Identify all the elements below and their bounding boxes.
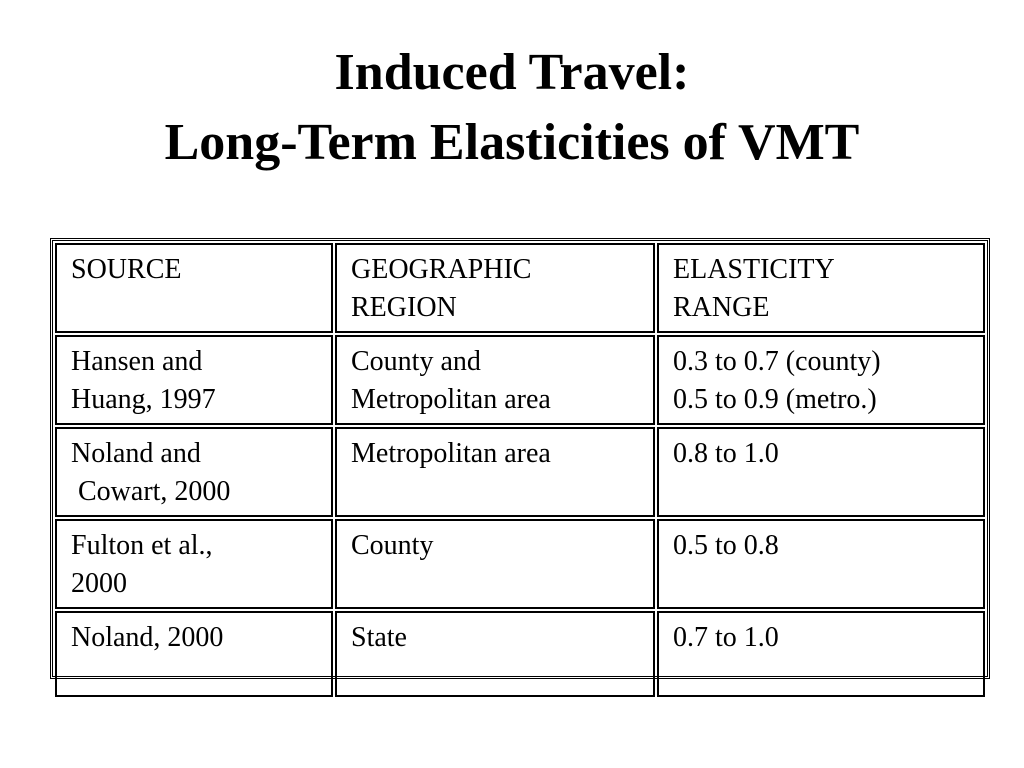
cell-line: Metropolitan area <box>351 438 551 469</box>
cell-elasticity <box>657 519 985 609</box>
cell-line: Noland and <box>71 438 201 469</box>
cell-line: 0.5 to 0.8 <box>673 530 779 561</box>
cell-source <box>55 611 333 697</box>
cell-elasticity <box>657 611 985 697</box>
cell-source <box>55 427 333 517</box>
cell-line: GEOGRAPHIC <box>351 254 532 285</box>
elasticity-table <box>53 241 987 699</box>
cell-region <box>335 335 655 425</box>
cell-line: 0.7 to 1.0 <box>673 622 779 653</box>
elasticity-table-frame <box>50 238 990 679</box>
table-row <box>55 335 985 425</box>
cell-line: Noland, 2000 <box>71 622 224 653</box>
cell-region <box>335 519 655 609</box>
cell-line: County <box>351 530 434 561</box>
cell-line: 0.5 to 0.9 (metro.) <box>673 384 877 415</box>
table-row <box>55 427 985 517</box>
cell-line: SOURCE <box>71 254 182 285</box>
cell-line: Huang, 1997 <box>71 384 216 415</box>
header-cell-source <box>55 243 333 333</box>
cell-line: 2000 <box>71 568 127 599</box>
title-line-1: Induced Travel: <box>334 44 690 101</box>
cell-elasticity <box>657 335 985 425</box>
cell-line: Fulton et al., <box>71 530 213 561</box>
cell-line: ELASTICITY <box>673 254 835 285</box>
table-header-row <box>55 243 985 333</box>
cell-line: 0.8 to 1.0 <box>673 438 779 469</box>
cell-elasticity <box>657 427 985 517</box>
cell-source <box>55 519 333 609</box>
slide-title <box>0 38 1024 178</box>
cell-line: REGION <box>351 292 457 323</box>
cell-line: Metropolitan area <box>351 384 551 415</box>
cell-region <box>335 611 655 697</box>
cell-source <box>55 335 333 425</box>
cell-line: Hansen and <box>71 346 203 377</box>
header-cell-elasticity-range <box>657 243 985 333</box>
cell-line: County and <box>351 346 481 377</box>
cell-line: 0.3 to 0.7 (county) <box>673 346 881 377</box>
cell-region <box>335 427 655 517</box>
title-line-2: Long-Term Elasticities of VMT <box>164 114 860 171</box>
table-row <box>55 611 985 697</box>
table-row <box>55 519 985 609</box>
cell-line: State <box>351 622 407 653</box>
header-cell-geographic-region <box>335 243 655 333</box>
cell-line: RANGE <box>673 292 770 323</box>
cell-line: Cowart, 2000 <box>71 476 231 507</box>
